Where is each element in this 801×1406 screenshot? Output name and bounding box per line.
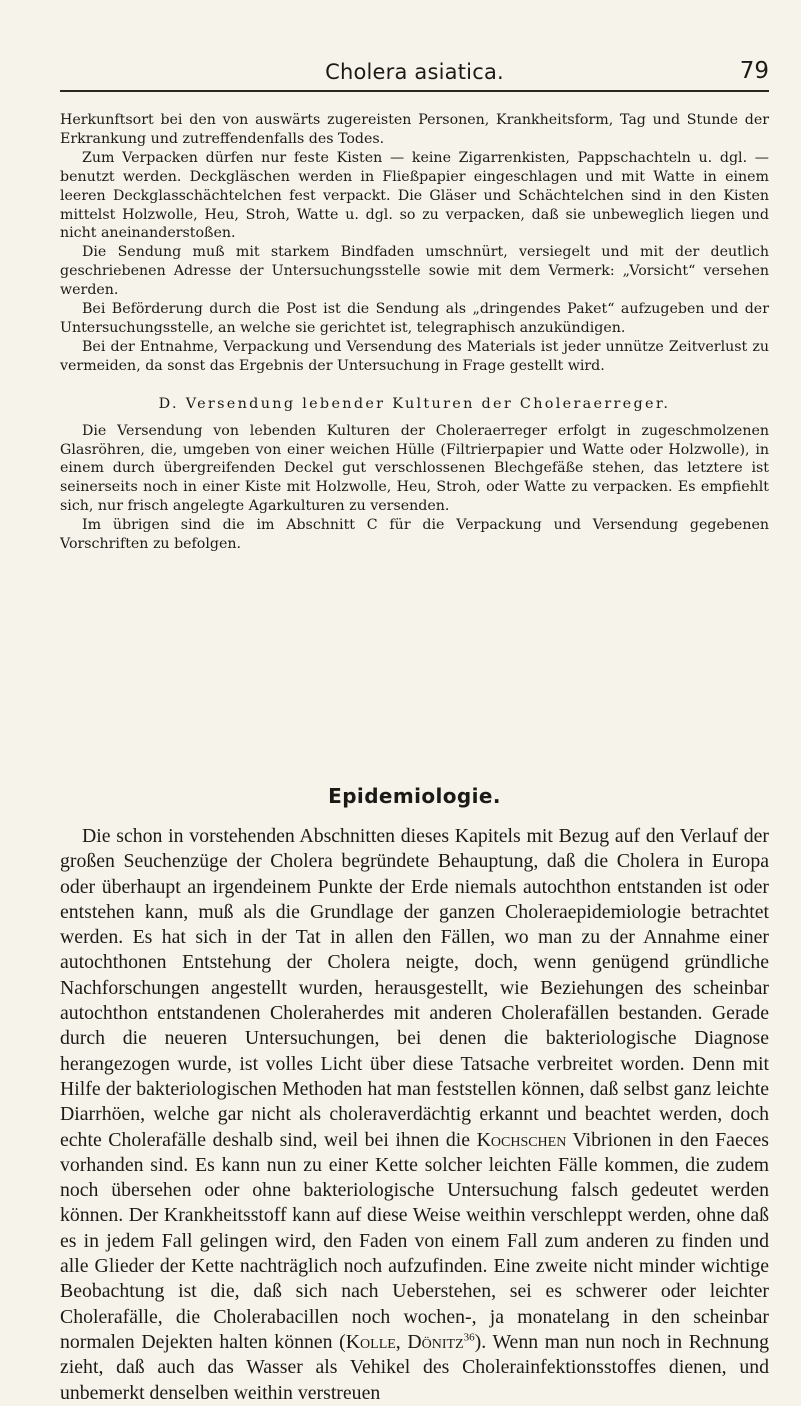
regulations-text xyxy=(60,111,769,554)
citation-reference: 36 xyxy=(463,1331,475,1344)
paragraph-time-loss: Bei der Entnahme, Verpackung und Versendung des Materials ist jeder unnütze Zeitverlust zu vermeiden, da sonst das Ergebnis der Untersuchung in Frage gestellt wird. xyxy=(60,338,769,374)
epidemiology-text xyxy=(60,824,769,1406)
koch-name: Kochschen xyxy=(476,1128,567,1151)
running-head xyxy=(60,50,769,92)
citation-authors: Kolle, Dönitz xyxy=(345,1330,464,1353)
paragraph-sealing: Die Sendung muß mit starkem Bindfaden umschnürt, versiegelt und mit der deutlich geschriebenen Adresse der Untersuchungsstelle sowie mit dem Vermerk: „Vorsicht“ versehen werden. xyxy=(60,244,769,299)
running-title: Cholera asiatica. xyxy=(325,60,504,84)
paragraph-further-rules: Im übrigen sind die im Abschnitt C für die Verpackung und Versendung gegebenen Vorschriften zu befolgen. xyxy=(60,517,769,553)
section-title: Epidemiologie. xyxy=(328,784,501,808)
paragraph-postal: Bei Beförderung durch die Post ist die Sendung als „dringendes Paket“ aufzugeben und der Untersuchungsstelle, an welche sie gerichtet ist, telegraphisch anzukündigen. xyxy=(60,301,769,336)
text-segment-b: Vibrionen in den Faeces vorhanden sind. Es kann nun zu einer Kette solcher leichten Fälle kommen, die zudem noch übersehen oder ohne bakteriologische Untersuchung falsch gedeutet werden können. Der Krankheitsstoff kann auf diese Weise weithin verschleppt werden, ohne daß es in jedem Fall gelingen wird, den Faden von einem Fall zum anderen zu finden und alle Glieder der Kette nachträglich noch aufzufinden. Eine zweite nicht minder wichtige Beobachtung ist die, daß sich nach Ueberstehen, sei es schwerer oder leichter Cholerafälle, die Cholerabacillen noch wochen-, ja monatelang in den scheinbar normalen Dejekten halten können ( xyxy=(60,1128,769,1353)
paragraph-origin: Herkunftsort bei den von auswärts zugereisten Personen, Krankheitsform, Tag und Stunde der Erkrankung und zutreffendenfalls des Todes. xyxy=(60,112,769,147)
paragraph-epidemiology xyxy=(60,824,769,1406)
text-segment-c: ). Wenn man nun noch in Rechnung zieht, daß auch das Wasser als Vehikel des Cholerainfektionsstoffes dienen, und unbemerkt denselben weithin verstreuen xyxy=(60,1330,769,1404)
text-segment-a: Die schon in vorstehenden Abschnitten dieses Kapitels mit Bezug auf den Verlauf der großen Seuchenzüge der Cholera begründete Behauptung, daß die Cholera in Europa oder überhaupt an irgendeinem Punkte der Erde niemals autochthon entstanden ist oder entstehen kann, muß als die Grundlage der ganzen Choleraepidemiologie betrachtet werden. Es hat sich in der Tat in allen den Fällen, wo man zu der Annahme einer autochthonen Entstehung der Cholera neigte, doch, wenn genügend gründliche Nachforschungen angestellt wurden, herausgestellt, wie Beziehungen des scheinbar autochthon entstandenen Choleraherdes mit anderen Cholerafällen bestanden. Gerade durch die neueren Untersuchungen, bei denen die bakteriologische Diagnose herangezogen wurde, ist volles Licht über diese Tatsache verbreitet worden. Denn mit Hilfe der bakteriologischen Methoden hat man feststellen können, daß selbst ganz leichte Diarrhöen, welche gar nicht als choleraverdächtig erkannt und beachtet werden, doch echte Cholerafälle deshalb sind, weil bei ihnen die xyxy=(60,825,769,1151)
paragraph-packing: Zum Verpacken dürfen nur feste Kisten — keine Zigarrenkisten, Pappschachteln u. dgl. — benutzt werden. Deckgläschen werden in Fließpapier eingeschlagen und mit Watte in einem leeren Deckglasschächtelchen fest verpackt. Die Gläser und Schächtelchen sind in den Kisten mittelst Holzwolle, Heu, Stroh, Watte u. dgl. so zu verpacken, daß sie unbeweglich liegen und nicht aneinanderstoßen. xyxy=(60,149,769,242)
paragraph-cultures: Die Versendung von lebenden Kulturen der Choleraerreger erfolgt in zugeschmolzenen Glasröhren, die, umgeben von einer weichen Hülle (Filtrierpapier und Watte oder Holzwolle), in einem durch übergreifenden Deckel gut verschlossenen Blechgefäße stehen, das letztere ist seinerseits noch in einer Kiste mit Holzwolle, Heu, Stroh, oder Watte zu verpacken. Es empfiehlt sich, nur frisch angelegte Agarkulturen zu versenden. xyxy=(60,422,769,515)
subheading-cultures: D. Versendung lebender Kulturen der Choleraerreger. xyxy=(158,395,671,412)
page-number: 79 xyxy=(739,58,769,84)
